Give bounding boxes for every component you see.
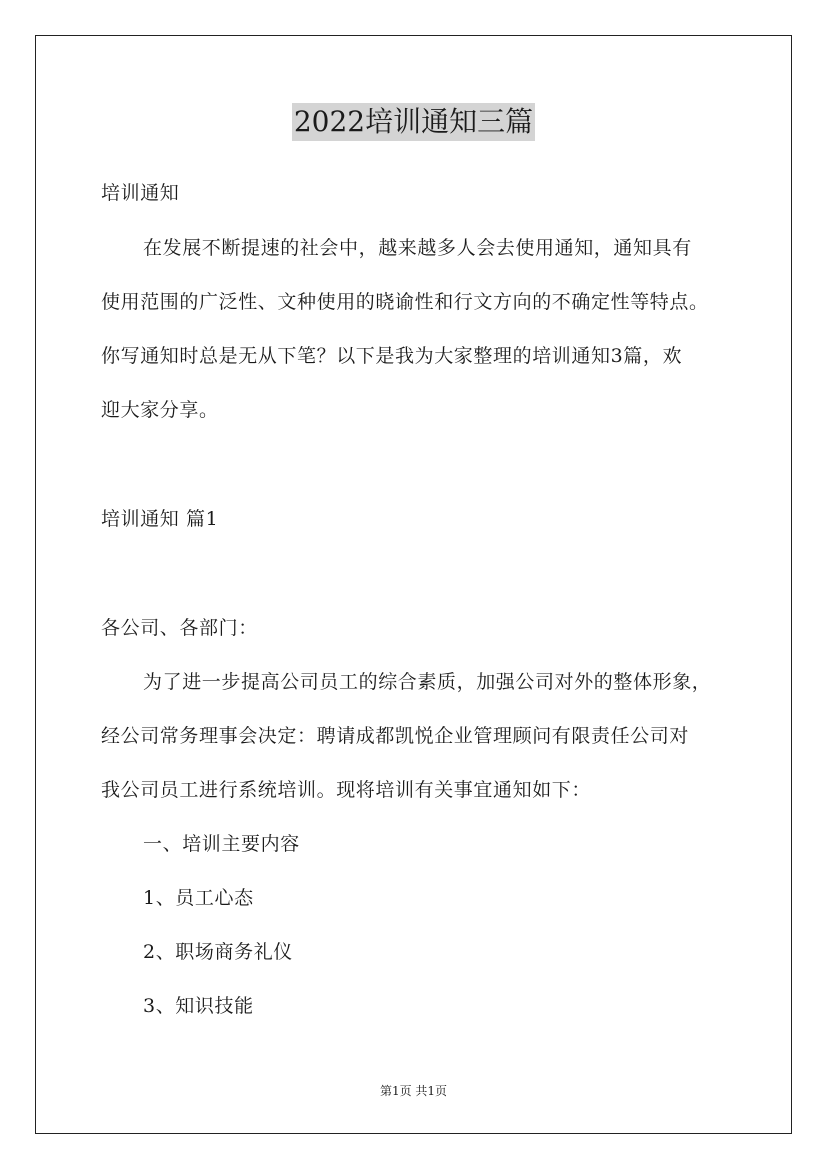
intro-line-1: 在发展不断提速的社会中，越来越多人会去使用通知，通知具有 — [143, 237, 692, 259]
list-heading: 一、培训主要内容 — [143, 833, 300, 855]
body-line-1: 为了进一步提高公司员工的综合素质，加强公司对外的整体形象， — [143, 671, 712, 693]
intro-line-4: 迎大家分享。 — [101, 399, 219, 421]
document-title-wrap — [0, 103, 827, 141]
intro-heading: 培训通知 — [101, 182, 180, 204]
intro-line-2: 使用范围的广泛性、文种使用的晓谕性和行文方向的不确定性等特点。 — [101, 291, 709, 313]
section-heading: 培训通知 篇1 — [101, 508, 219, 530]
list-item-3: 3、知识技能 — [143, 995, 254, 1017]
list-item-2: 2、职场商务礼仪 — [143, 941, 293, 963]
salutation: 各公司、各部门： — [101, 617, 258, 639]
document-title: 2022培训通知三篇 — [292, 103, 535, 141]
list-item-1: 1、员工心态 — [143, 887, 254, 909]
body-line-2: 经公司常务理事会决定：聘请成都凯悦企业管理顾问有限责任公司对 — [101, 725, 690, 747]
intro-line-3: 你写通知时总是无从下笔？以下是我为大家整理的培训通知3篇，欢 — [101, 345, 683, 367]
body-line-3: 我公司员工进行系统培训。现将培训有关事宜通知如下： — [101, 779, 592, 801]
page-footer: 第1页 共1页 — [379, 1084, 448, 1098]
